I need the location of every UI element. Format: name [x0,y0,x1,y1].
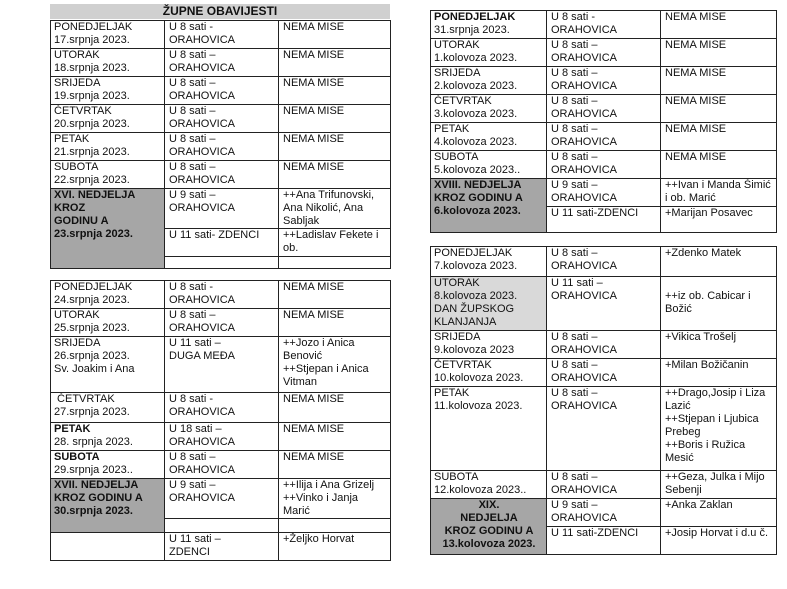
day-cell: SRIJEDA 9.kolovoza 2023 [431,331,547,359]
sunday-label-cell: XVIII. NEDJELJA KROZ GODINU A 6.kolovoza 2023. [431,179,547,233]
intention-cell: +Željko Horvat [279,533,391,561]
schedule-table-week-1 [50,20,391,269]
empty-cell [279,257,391,269]
mass-cell: U 8 sati – ORAHOVICA [547,331,661,359]
day-cell: UTORAK 18.srpnja 2023. [51,49,165,77]
intention-cell: ++Ivan i Manda Šimić i ob. Marić [661,179,777,207]
intention-cell: NEMA MISE [279,77,391,105]
empty-cell [165,257,279,269]
intention-cell: NEMA MISE [279,451,391,479]
intention-cell: ++Ilija i Ana Grizelj ++Vinko i Janja Marić [279,479,391,519]
sunday-label-cell: XIX. NEDJELJA KROZ GODINU A 13.kolovoza 2023. [431,499,547,555]
mass-cell: U 8 sati – ORAHOVICA [547,471,661,499]
mass-cell: U 11 sati – DUGA MEĐA [165,337,279,393]
day-cell: SUBOTA 5.kolovoza 2023.. [431,151,547,179]
intention-cell: NEMA MISE [279,423,391,451]
intention-cell: +Anka Zaklan [661,499,777,527]
intention-cell: NEMA MISE [279,105,391,133]
day-cell: UTORAK 25.srpnja 2023. [51,309,165,337]
day-cell: SUBOTA 22.srpnja 2023. [51,161,165,189]
intention-cell: NEMA MISE [279,161,391,189]
mass-cell: U 8 sati – ORAHOVICA [547,123,661,151]
intention-cell: ++Drago,Josip i Liza Lazić ++Stjepan i Ljubica Prebeg ++Boris i Ružica Mesić [661,387,777,471]
day-cell: PETAK 21.srpnja 2023. [51,133,165,161]
mass-cell: U 8 sati – ORAHOVICA [547,67,661,95]
mass-cell: U 8 sati – ORAHOVICA [547,95,661,123]
mass-cell: U 8 sati - ORAHOVICA [547,11,661,39]
mass-cell: U 8 sati – ORAHOVICA [165,105,279,133]
intention-cell: NEMA MISE [279,133,391,161]
day-cell: PETAK 4.kolovoza 2023. [431,123,547,151]
mass-cell: U 11 sati – ZDENCI [165,533,279,561]
day-cell: PETAK 28. srpnja 2023. [51,423,165,451]
schedule-table-week-4 [430,246,777,555]
intention-cell: +Zdenko Matek [661,247,777,277]
intention-cell: +Marijan Posavec [661,207,777,233]
intention-cell: ++iz ob. Cabicar i Božić [661,277,777,331]
sunday-label-cell: XVI. NEDJELJA KROZ GODINU A 23.srpnja 2023. [51,189,165,269]
intention-cell: ++Jozo i Anica Benović ++Stjepan i Anica Vitman [279,337,391,393]
intention-cell: NEMA MISE [661,123,777,151]
mass-cell: U 9 sati – ORAHOVICA [165,479,279,519]
day-cell: SUBOTA 29.srpnja 2023.. [51,451,165,479]
mass-cell: U 8 sati – ORAHOVICA [547,387,661,471]
day-cell: SUBOTA 12.kolovoza 2023.. [431,471,547,499]
intention-cell: NEMA MISE [279,393,391,423]
mass-cell: U 8 sati – ORAHOVICA [547,39,661,67]
empty-cell [165,519,279,533]
schedule-table-week-2 [50,280,391,561]
intention-cell: +Milan Božičanin [661,359,777,387]
mass-cell: U 8 sati – ORAHOVICA [547,359,661,387]
intention-cell: NEMA MISE [661,151,777,179]
mass-cell: U 8 sati – ORAHOVICA [547,247,661,277]
day-cell: UTORAK 8.kolovoza 2023. DAN ŽUPSKOG KLANJANJA [431,277,547,331]
empty-cell [51,533,165,561]
intention-cell: +Josip Horvat i d.u č. [661,527,777,555]
day-cell: ČETVRTAK 3.kolovoza 2023. [431,95,547,123]
day-cell: PONEDJELJAK 7.kolovoza 2023. [431,247,547,277]
empty-cell [279,519,391,533]
sunday-label-cell: XVII. NEDJELJA KROZ GODINU A 30.srpnja 2023. [51,479,165,533]
day-cell: SRIJEDA 19.srpnja 2023. [51,77,165,105]
mass-cell: U 9 sati – ORAHOVICA [165,189,279,229]
mass-cell: U 18 sati – ORAHOVICA [165,423,279,451]
intention-cell: NEMA MISE [661,95,777,123]
mass-cell: U 8 sati – ORAHOVICA [165,161,279,189]
mass-cell: U 11 sati- ZDENCI [165,229,279,257]
mass-cell: U 11 sati-ZDENCI [547,207,661,233]
day-cell: UTORAK 1.kolovoza 2023. [431,39,547,67]
day-cell: ČETVRTAK 27.srpnja 2023. [51,393,165,423]
day-cell: SRIJEDA 2.kolovoza 2023. [431,67,547,95]
day-cell: PETAK 11.kolovoza 2023. [431,387,547,471]
day-cell: PONEDJELJAK 17.srpnja 2023. [51,21,165,49]
intention-cell: NEMA MISE [279,21,391,49]
mass-cell: U 8 sati – ORAHOVICA [165,49,279,77]
mass-cell: U 8 sati - ORAHOVICA [165,281,279,309]
intention-cell: ++Ana Trifunovski, Ana Nikolić, Ana Sabljak [279,189,391,229]
intention-cell: ++Geza, Julka i Mijo Sebenji [661,471,777,499]
mass-cell: U 8 sati – ORAHOVICA [165,309,279,337]
mass-cell: U 8 sati - ORAHOVICA [165,393,279,423]
mass-cell: U 8 sati – ORAHOVICA [547,151,661,179]
mass-cell: U 8 sati – ORAHOVICA [165,451,279,479]
mass-cell: U 9 sati – ORAHOVICA [547,179,661,207]
mass-cell: U 8 sati - ORAHOVICA [165,21,279,49]
intention-cell: +Vikica Trošelj [661,331,777,359]
intention-cell: NEMA MISE [279,309,391,337]
page-title: ŽUPNE OBAVIJESTI [50,4,390,19]
day-cell: ČETVRTAK 10.kolovoza 2023. [431,359,547,387]
day-cell: PONEDJELJAK 24.srpnja 2023. [51,281,165,309]
mass-cell: U 9 sati – ORAHOVICA [547,499,661,527]
intention-cell: NEMA MISE [661,11,777,39]
mass-cell: U 11 sati – ORAHOVICA [547,277,661,331]
mass-cell: U 11 sati-ZDENCI [547,527,661,555]
intention-cell: NEMA MISE [279,49,391,77]
schedule-table-week-3 [430,10,777,233]
mass-cell: U 8 sati – ORAHOVICA [165,133,279,161]
mass-cell: U 8 sati – ORAHOVICA [165,77,279,105]
day-cell: PONEDJELJAK 31.srpnja 2023. [431,11,547,39]
intention-cell: ++Ladislav Fekete i ob. [279,229,391,257]
intention-cell: NEMA MISE [661,39,777,67]
day-cell: SRIJEDA 26.srpnja 2023. Sv. Joakim i Ana [51,337,165,393]
intention-cell: NEMA MISE [279,281,391,309]
intention-cell: NEMA MISE [661,67,777,95]
day-cell: ČETVRTAK 20.srpnja 2023. [51,105,165,133]
